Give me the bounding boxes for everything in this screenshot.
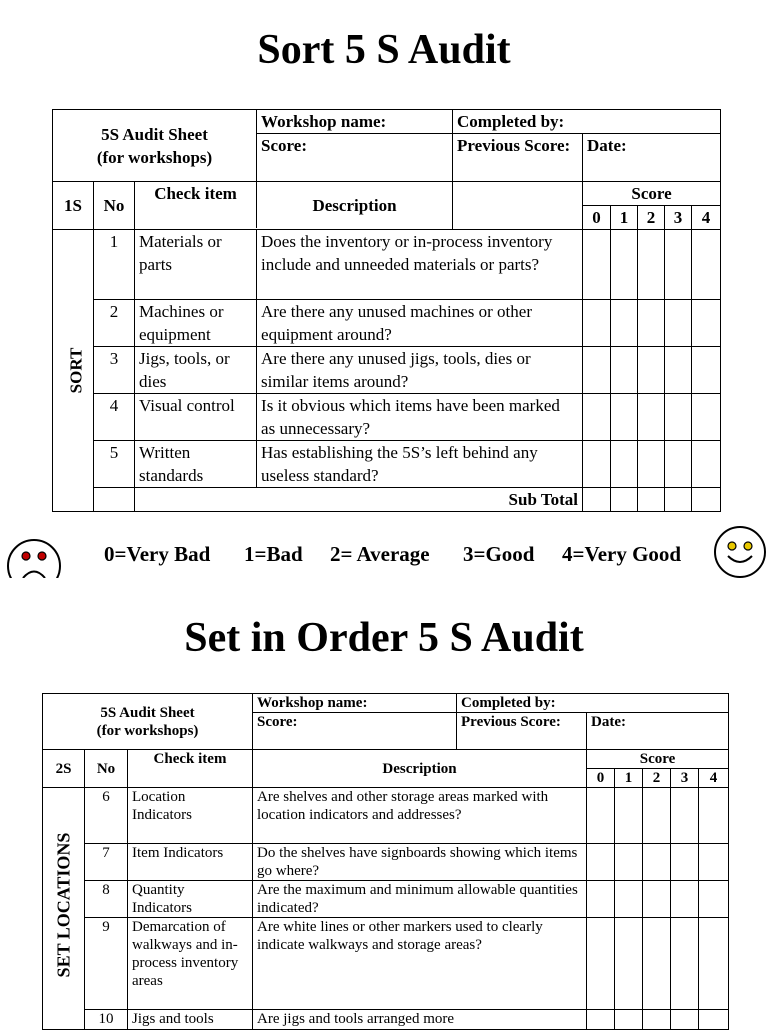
score-level-1: 1 [611,206,638,230]
score-cell-2[interactable] [643,788,671,844]
item-description: Are jigs and tools arranged more [253,1010,587,1030]
subtotal-cell-3[interactable] [665,488,692,512]
item-description: Are white lines or other markers used to clearly indicate walkways and storage areas? [253,918,587,1010]
score-cell-0[interactable] [587,788,615,844]
score-cell-0[interactable] [583,441,611,488]
score-cell-0[interactable] [587,1010,615,1030]
row-number: 9 [85,918,128,1010]
score-cell-3[interactable] [665,300,692,347]
score-cell-3[interactable] [671,844,699,881]
row-number: 5 [94,441,135,488]
s-column-header: 1S [53,182,94,230]
score-level-2: 2 [638,206,665,230]
check-item: Materials or parts [135,230,257,300]
check-item: Location Indicators [128,788,253,844]
score-cell-1[interactable] [615,918,643,1010]
score-cell-4[interactable] [692,230,721,300]
score-cell-0[interactable] [583,394,611,441]
score-cell-3[interactable] [665,230,692,300]
score-cell-0[interactable] [587,918,615,1010]
score-level-3: 3 [665,206,692,230]
row-number: 8 [85,881,128,918]
item-description: Is it obvious which items have been marked as unnecessary? [257,394,583,441]
item-description: Are the maximum and minimum allowable quantities indicated? [253,881,587,918]
check-description-header [135,182,453,230]
score-legend [0,538,768,578]
section-label-cell [43,788,85,1030]
no-column-header: No [94,182,135,230]
score-cell-3[interactable] [665,394,692,441]
score-cell-2[interactable] [643,918,671,1010]
score-level-2: 2 [643,769,671,788]
legend-very-good: 4=Very Good [562,542,682,566]
score-level-0: 0 [583,206,611,230]
sort-audit-title: Sort 5 S Audit [257,27,511,73]
score-header: Score [587,750,729,769]
score-cell-3[interactable] [671,1010,699,1030]
score-level-0: 0 [587,769,615,788]
check-item: Item Indicators [128,844,253,881]
item-description: Do the shelves have signboards showing which items go where? [253,844,587,881]
audit-sheet-title: 5S Audit Sheet (for workshops) [43,694,253,750]
score-cell-1[interactable] [615,844,643,881]
score-cell-1[interactable] [611,347,638,394]
score-level-4: 4 [699,769,729,788]
row-number: 1 [94,230,135,300]
sort-section-label: SORT [66,347,86,394]
section-label-cell [53,230,94,512]
score-cell-3[interactable] [671,918,699,1010]
score-cell-3[interactable] [665,441,692,488]
check-item-header: Check item [128,750,253,788]
item-description: Are there any unused machines or other equipment around? [257,300,583,347]
row-number: 10 [85,1010,128,1030]
previous-score-label: Previous Score: [457,713,587,750]
legend-average: 2= Average [330,542,430,566]
score-cell-3[interactable] [671,881,699,918]
description-header-spacer [453,182,583,230]
check-item: Visual control [135,394,257,441]
score-cell-4[interactable] [699,788,729,844]
score-level-3: 3 [671,769,699,788]
check-item: Jigs and tools [128,1010,253,1030]
score-cell-2[interactable] [643,1010,671,1030]
item-description: Are shelves and other storage areas marked with location indicators and addresses? [253,788,587,844]
score-cell-1[interactable] [611,394,638,441]
score-cell-1[interactable] [615,788,643,844]
score-cell-4[interactable] [692,347,721,394]
score-cell-0[interactable] [583,230,611,300]
legend-bad: 1=Bad [244,542,303,566]
row-number: 7 [85,844,128,881]
score-cell-4[interactable] [699,881,729,918]
completed-by-label: Completed by: [457,694,729,713]
score-cell-0[interactable] [583,300,611,347]
subtotal-no-cell [94,488,135,512]
check-item-header: Check item [135,182,257,228]
score-cell-2[interactable] [638,441,665,488]
audit-sheet-title: 5S Audit Sheet (for workshops) [53,110,257,182]
workshop-name-label: Workshop name: [257,110,453,134]
score-cell-0[interactable] [587,844,615,881]
score-cell-2[interactable] [638,347,665,394]
no-column-header: No [85,750,128,788]
item-description: Has establishing the 5S’s left behind any useless standard? [257,441,583,488]
check-item: Machines or equipment [135,300,257,347]
previous-score-label: Previous Score: [453,134,583,182]
score-cell-1[interactable] [615,881,643,918]
score-cell-1[interactable] [611,441,638,488]
s-column-header: 2S [43,750,85,788]
score-header: Score [583,182,721,206]
score-cell-4[interactable] [699,1010,729,1030]
score-cell-2[interactable] [638,300,665,347]
score-label: Score: [253,713,457,750]
score-cell-1[interactable] [611,230,638,300]
item-description: Are there any unused jigs, tools, dies or similar items around? [257,347,583,394]
row-number: 3 [94,347,135,394]
set-locations-section-label: SET LOCATIONS [53,832,74,978]
item-description: Does the inventory or in-process inventory include and unneeded materials or parts? [257,230,583,300]
score-cell-0[interactable] [587,881,615,918]
sad-face-icon [6,538,62,578]
row-number: 6 [85,788,128,844]
score-cell-2[interactable] [643,844,671,881]
date-label: Date: [587,713,729,750]
score-cell-2[interactable] [643,881,671,918]
score-cell-0[interactable] [583,347,611,394]
score-cell-2[interactable] [638,394,665,441]
score-cell-4[interactable] [692,441,721,488]
smiley-face-icon [712,524,768,580]
workshop-name-label: Workshop name: [253,694,457,713]
subtotal-cell-2[interactable] [638,488,665,512]
date-label: Date: [583,134,721,182]
legend-very-bad: 0=Very Bad [104,542,211,566]
score-label: Score: [257,134,453,182]
check-item: Demarcation of walkways and in-process inventory areas [128,918,253,1010]
check-item: Written standards [135,441,257,488]
score-cell-3[interactable] [671,788,699,844]
row-number: 4 [94,394,135,441]
score-cell-4[interactable] [699,918,729,1010]
score-cell-4[interactable] [692,300,721,347]
score-cell-2[interactable] [638,230,665,300]
set-in-order-audit-table [42,693,729,1030]
check-item: Jigs, tools, or dies [135,347,257,394]
score-level-1: 1 [615,769,643,788]
score-cell-4[interactable] [699,844,729,881]
score-cell-1[interactable] [611,300,638,347]
subtotal-cell-0[interactable] [583,488,611,512]
score-cell-4[interactable] [692,394,721,441]
subtotal-cell-4[interactable] [692,488,721,512]
check-item: Quantity Indicators [128,881,253,918]
row-number: 2 [94,300,135,347]
legend-good: 3=Good [463,542,535,566]
score-cell-1[interactable] [615,1010,643,1030]
subtotal-label: Sub Total [135,488,583,512]
sort-audit-table [52,109,721,512]
score-level-4: 4 [692,206,721,230]
set-in-order-audit-title: Set in Order 5 S Audit [184,615,584,661]
description-header: Description [253,750,587,788]
description-header: Description [312,195,397,215]
subtotal-cell-1[interactable] [611,488,638,512]
completed-by-label: Completed by: [453,110,721,134]
score-cell-3[interactable] [665,347,692,394]
